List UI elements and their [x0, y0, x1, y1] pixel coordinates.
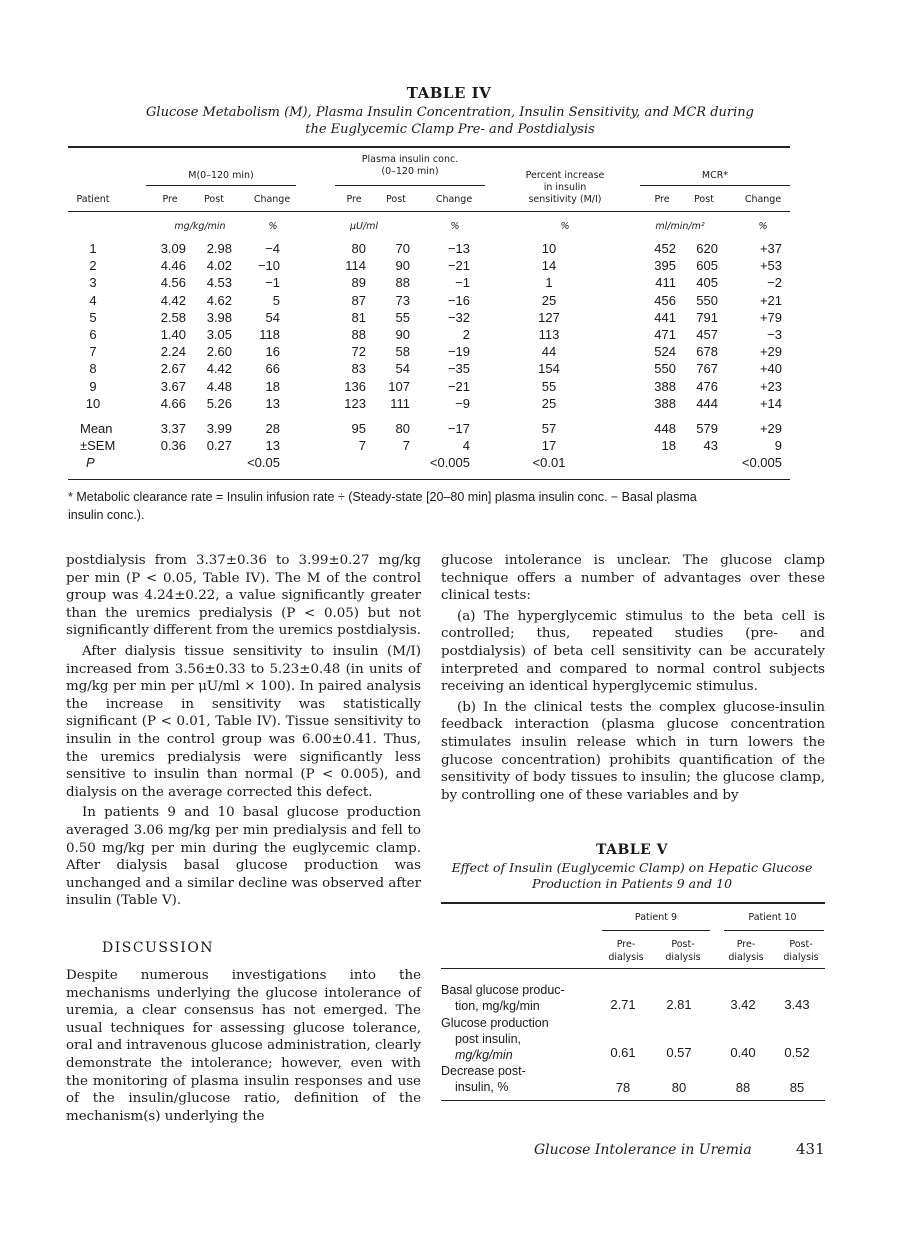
cell-ins-pre: 7 [358, 438, 366, 453]
col-ins-post: Post [386, 194, 406, 205]
cell-m-pre: 2.58 [160, 309, 186, 325]
table5-top-rule [441, 902, 825, 904]
cell-ins-post: 70 [395, 241, 410, 256]
cell-m-pre: 4.56 [160, 275, 186, 291]
table5-cell: 3.42 [730, 997, 756, 1012]
unit-mcr-change: % [758, 221, 768, 232]
paragraph: Despite numerous investigations into the mechanisms underlying the glucose intolerance of uremia, a clear consensus has not emerged. The usual techniques for assessing glucose tolerance, oral and intravenous glucose administration, clearly demonstrate the intolerance; however, even with the monitoring of plasma insulin responses and use of the insulin/glucose ratio, definition of the mechanism(s) underlying the [66, 968, 421, 1124]
cell-patient: ±SEM [80, 438, 116, 453]
table5-col-post9: Post- dialysis [665, 939, 701, 963]
paragraph: postdialysis from 3.37±0.36 to 3.99±0.27 mg/kg per min (P < 0.05, Table IV). The M of the control group was 4.24±0.22, a value significantly greater than the uremics predialysis (P < 0.05) but not significantly different from the uremics postdialysis. [66, 553, 422, 639]
cell-ins-pre: 88 [351, 327, 366, 342]
cell-patient: Mean [80, 421, 113, 436]
table4-caption: Glucose Metabolism (M), Plasma Insulin Concentration, Insulin Sensitivity, and MCR during the Euglycemic Clamp Pre- and Postdialysis [146, 105, 754, 137]
cell-ins-pre: 80 [351, 241, 366, 256]
cell-m-post: 3.05 [206, 327, 232, 342]
cell-ins-change: −21 [447, 378, 470, 394]
cell-mcr-post: 457 [696, 327, 718, 342]
cell-percent: 44 [541, 344, 557, 360]
cell-percent: 17 [541, 438, 557, 453]
cell-ins-change: −19 [447, 344, 470, 360]
cell-ins-pre: 136 [344, 378, 366, 394]
cell-m-change: 66 [265, 361, 280, 377]
cell-m-pre [140, 455, 186, 471]
col-mcr-post: Post [694, 194, 714, 205]
header-plasma-rule [335, 185, 485, 186]
cell-percent: 25 [541, 395, 557, 411]
cell-m-pre: 4.42 [160, 292, 186, 308]
cell-mcr-change: 9 [774, 438, 782, 453]
cell-m-post: 2.98 [206, 241, 232, 256]
table5-cell: 85 [789, 1080, 805, 1095]
cell-mcr-pre: 448 [654, 421, 676, 436]
cell-m-post: 4.42 [206, 361, 232, 377]
cell-ins-change: 2 [462, 327, 470, 342]
cell-mcr-change: +29 [759, 344, 782, 360]
table5-cell: 88 [735, 1080, 751, 1095]
cell-ins-pre: 89 [351, 275, 366, 291]
cell-mcr-pre: 441 [654, 309, 676, 325]
unit-m: mg/kg/min [174, 221, 226, 232]
cell-patient: 6 [89, 327, 97, 342]
table5-caption: Effect of Insulin (Euglycemic Clamp) on Hepatic Glucose Production in Patients 9 and 10 [451, 860, 813, 891]
cell-ins-post: 80 [395, 421, 410, 436]
col-ins-pre: Pre [346, 194, 362, 205]
cell-m-post: 4.53 [206, 275, 232, 291]
cell-mcr-post: 550 [696, 292, 718, 308]
col-mcr-change: Change [744, 194, 782, 205]
cell-ins-pre: 123 [344, 395, 366, 411]
table5-bottom-rule [441, 1100, 825, 1101]
table5-cell: 0.57 [666, 1045, 692, 1060]
cell-mcr-change: +14 [759, 395, 782, 411]
cell-mcr-change: −2 [767, 275, 782, 291]
cell-ins-pre: 95 [351, 421, 366, 436]
cell-percent: 1 [545, 275, 553, 291]
cell-ins-post: 73 [395, 292, 410, 308]
cell-m-post: 4.02 [206, 258, 232, 274]
cell-ins-change: −1 [455, 275, 470, 291]
paragraph: (a) The hyperglycemic stimulus to the beta cell is controlled; thus, repeated studies (pre- and postdialysis) of beta cell sensitivity can be accurately interpreted and compared to normal control subjects receiving an identical hyperglycemic stimulus. [441, 608, 825, 695]
cell-m-pre: 3.37 [160, 421, 186, 436]
cell-ins-post: 7 [402, 438, 410, 453]
cell-mcr-change: +29 [759, 421, 782, 436]
cell-m-pre: 4.46 [160, 258, 186, 274]
page-number: 431 [796, 1140, 825, 1158]
cell-mcr-pre: 550 [654, 361, 676, 377]
cell-m-post: 4.62 [206, 292, 232, 308]
cell-mcr-pre: 452 [654, 241, 676, 256]
cell-mcr-pre: 18 [661, 438, 676, 453]
cell-ins-change: −13 [447, 241, 470, 256]
header-mcr-rule [640, 185, 790, 186]
cell-mcr-post [678, 455, 718, 471]
table4-header-rule [68, 211, 790, 212]
cell-ins-pre: 83 [351, 361, 366, 377]
cell-percent: 55 [541, 378, 557, 394]
table5-patient9-rule [602, 930, 710, 931]
cell-mcr-post: 620 [696, 241, 718, 256]
cell-m-change: 18 [265, 378, 280, 394]
cell-ins-post: 111 [390, 395, 410, 411]
cell-m-post: 5.26 [206, 395, 232, 411]
cell-percent: 14 [541, 258, 557, 274]
unit-ins-change: % [450, 221, 460, 232]
cell-percent: <0.01 [532, 455, 566, 470]
cell-ins-change: <0.005 [429, 455, 470, 470]
unit-m-change: % [268, 221, 278, 232]
header-m-rule [146, 185, 296, 186]
cell-ins-change: 4 [462, 438, 470, 453]
cell-ins-pre: 87 [351, 292, 366, 308]
cell-m-change: <0.05 [247, 455, 280, 470]
left-column [66, 552, 421, 913]
cell-mcr-post: 605 [696, 258, 718, 274]
cell-mcr-pre: 388 [654, 395, 676, 411]
cell-mcr-change: +23 [759, 378, 782, 394]
paragraph: In patients 9 and 10 basal glucose production averaged 3.06 mg/kg per min predialysis and fell to 0.50 mg/kg per min during the euglycemic clamp. After dialysis basal glucose production was unchanged and a similar decline was observed after insulin (Table V). [66, 805, 421, 909]
cell-ins-pre [326, 455, 366, 471]
cell-m-change: 13 [265, 395, 280, 411]
cell-ins-post [370, 455, 410, 471]
cell-mcr-pre: 411 [655, 275, 676, 291]
cell-mcr-post: 444 [696, 395, 718, 411]
cell-patient: 7 [89, 344, 97, 360]
cell-mcr-change: +40 [759, 361, 782, 377]
cell-patient: P [86, 455, 95, 470]
col-m-change: Change [253, 194, 291, 205]
cell-mcr-pre: 395 [654, 258, 676, 274]
cell-ins-post: 55 [395, 309, 410, 325]
table5-cell: 2.81 [666, 997, 692, 1012]
cell-m-change: −4 [265, 241, 280, 256]
cell-percent: 57 [541, 421, 557, 436]
table5-patient10: Patient 10 [748, 912, 797, 923]
table5-cell: 3.43 [784, 997, 810, 1012]
cell-patient: 2 [89, 258, 97, 274]
col-ins-change: Change [435, 194, 473, 205]
cell-ins-pre: 81 [351, 309, 366, 325]
table5-patient10-rule [724, 930, 824, 931]
table5-row-label: Glucose production post insulin, mg/kg/min [441, 1016, 549, 1062]
cell-ins-post: 107 [388, 378, 410, 394]
table5-cell: 0.40 [730, 1045, 756, 1060]
cell-ins-pre: 114 [345, 258, 366, 274]
cell-mcr-pre: 456 [654, 292, 676, 308]
cell-m-pre: 4.66 [160, 395, 186, 411]
cell-m-change: 54 [265, 309, 280, 325]
cell-ins-change: −35 [447, 361, 470, 377]
cell-ins-post: 90 [395, 327, 410, 342]
paragraph: After dialysis tissue sensitivity to insulin (M/I) increased from 3.56±0.33 to 5.23±0.48 (in units of mg/kg per min per μU/ml × 100). In paired analysis the increase in sensitivity was statistically significant (P < 0.01, Table IV). Tissue sensitivity to insulin in the control group was 6.00±0.41. Thus, the uremics predialysis were significantly less sensitive to insulin than normal (P < 0.005), and dialysis on the average corrected this defect. [66, 643, 421, 800]
cell-mcr-post: 678 [696, 344, 718, 360]
table5-cell: 2.71 [610, 997, 636, 1012]
cell-percent: 10 [541, 241, 557, 256]
col-m-pre: Pre [162, 194, 178, 205]
cell-m-change: 28 [265, 421, 280, 436]
cell-ins-change: −21 [447, 258, 470, 274]
cell-m-pre: 0.36 [160, 438, 186, 453]
cell-m-post: 3.99 [206, 421, 232, 436]
cell-ins-change: −17 [447, 421, 470, 436]
table5-cell: 0.52 [784, 1045, 810, 1060]
header-plasma: Plasma insulin conc. (0–120 min) [361, 154, 459, 177]
cell-mcr-change: +53 [759, 258, 782, 274]
cell-patient: 5 [89, 309, 97, 325]
cell-percent: 127 [538, 309, 560, 325]
cell-mcr-pre: 471 [654, 327, 676, 342]
table5-row-label: Basal glucose produc- tion, mg/kg/min [441, 983, 565, 1013]
table5-cell: 78 [615, 1080, 631, 1095]
paragraph: glucose intolerance is unclear. The glucose clamp technique offers a number of advantages over these clinical tests: [441, 553, 825, 604]
cell-percent: 113 [538, 327, 560, 342]
cell-patient: 8 [89, 361, 97, 377]
cell-ins-change: −16 [447, 292, 470, 308]
cell-patient: 3 [89, 275, 97, 291]
cell-m-change: 16 [265, 344, 280, 360]
left-column-discussion [66, 967, 421, 1128]
cell-mcr-pre: 388 [654, 378, 676, 394]
cell-m-post: 0.27 [206, 438, 232, 453]
cell-m-post: 4.48 [206, 378, 232, 394]
paragraph: (b) In the clinical tests the complex glucose-insulin feedback interaction (plasma glucose concentration stimulates insulin release which in turn lowers the glucose concentration) prohibits quantification of the sensitivity of body tissues to insulin; the glucose clamp, by controlling one of these variables and by [441, 699, 825, 803]
cell-mcr-post: 767 [696, 361, 718, 377]
cell-m-change: 118 [259, 327, 280, 342]
section-heading: DISCUSSION [102, 940, 215, 956]
cell-percent: 25 [541, 292, 557, 308]
col-patient: Patient [76, 194, 110, 205]
cell-m-post [188, 455, 232, 471]
cell-m-pre: 3.09 [160, 241, 186, 256]
cell-m-post: 3.98 [206, 309, 232, 325]
header-percent: Percent increase in insulin sensitivity (M/I) [525, 170, 605, 205]
cell-m-change: 5 [272, 292, 280, 308]
cell-mcr-change: +21 [759, 292, 782, 308]
cell-mcr-pre [636, 455, 676, 471]
table4-title: TABLE IV [406, 84, 492, 102]
cell-m-pre: 1.40 [160, 327, 186, 342]
table4-bottom-rule [68, 479, 790, 480]
table4-top-rule [68, 146, 790, 148]
cell-mcr-pre: 524 [654, 344, 676, 360]
cell-patient: 4 [89, 292, 97, 308]
cell-mcr-change: +37 [759, 241, 782, 256]
cell-m-pre: 3.67 [160, 378, 186, 394]
table5-cell: 0.61 [610, 1045, 636, 1060]
unit-mcr: ml/min/m² [655, 221, 705, 232]
cell-ins-change: −9 [455, 395, 470, 411]
unit-insulin: μU/ml [349, 221, 379, 232]
cell-m-pre: 2.67 [160, 361, 186, 377]
cell-ins-post: 54 [395, 361, 410, 377]
table5-col-pre9: Pre- dialysis [608, 939, 644, 963]
cell-ins-post: 58 [395, 344, 410, 360]
cell-mcr-change: +79 [759, 309, 782, 325]
cell-m-pre: 2.24 [160, 344, 186, 360]
cell-patient: 1 [89, 241, 97, 256]
header-mcr: MCR* [701, 170, 729, 181]
table5-title: TABLE V [595, 842, 669, 858]
table5-row-label: Decrease post- insulin, % [441, 1064, 526, 1094]
col-m-post: Post [204, 194, 224, 205]
col-mcr-pre: Pre [654, 194, 670, 205]
table5-col-pre10: Pre- dialysis [728, 939, 764, 963]
cell-mcr-post: 405 [696, 275, 718, 291]
cell-m-post: 2.60 [206, 344, 232, 360]
table5-patient9: Patient 9 [634, 912, 678, 923]
unit-percent: % [560, 221, 570, 232]
table4-footnote: * Metabolic clearance rate = Insulin infusion rate ÷ (Steady-state [20–80 min] plasma insulin conc. − Basal plasma insulin conc.). [68, 490, 697, 522]
cell-ins-post: 88 [395, 275, 410, 291]
running-title: Glucose Intolerance in Uremia [534, 1142, 752, 1158]
cell-ins-post: 90 [395, 258, 410, 274]
cell-mcr-change: −3 [767, 327, 782, 342]
cell-m-change: 13 [265, 438, 280, 453]
cell-mcr-post: 579 [696, 421, 718, 436]
cell-ins-change: −32 [447, 309, 470, 325]
header-m: M(0–120 min) [188, 170, 254, 181]
cell-patient: 10 [85, 395, 101, 411]
cell-mcr-change: <0.005 [741, 455, 782, 470]
cell-mcr-post: 791 [696, 309, 718, 325]
cell-patient: 9 [89, 378, 97, 394]
table5-col-post10: Post- dialysis [783, 939, 819, 963]
right-column [441, 552, 825, 807]
cell-m-change: −10 [257, 258, 280, 274]
table5-cell: 80 [671, 1080, 687, 1095]
cell-ins-pre: 72 [351, 344, 366, 360]
cell-mcr-post: 43 [703, 438, 718, 453]
cell-m-change: −1 [265, 275, 280, 291]
table5-header-rule [441, 968, 825, 969]
cell-percent: 154 [538, 361, 560, 377]
cell-mcr-post: 476 [696, 378, 718, 394]
